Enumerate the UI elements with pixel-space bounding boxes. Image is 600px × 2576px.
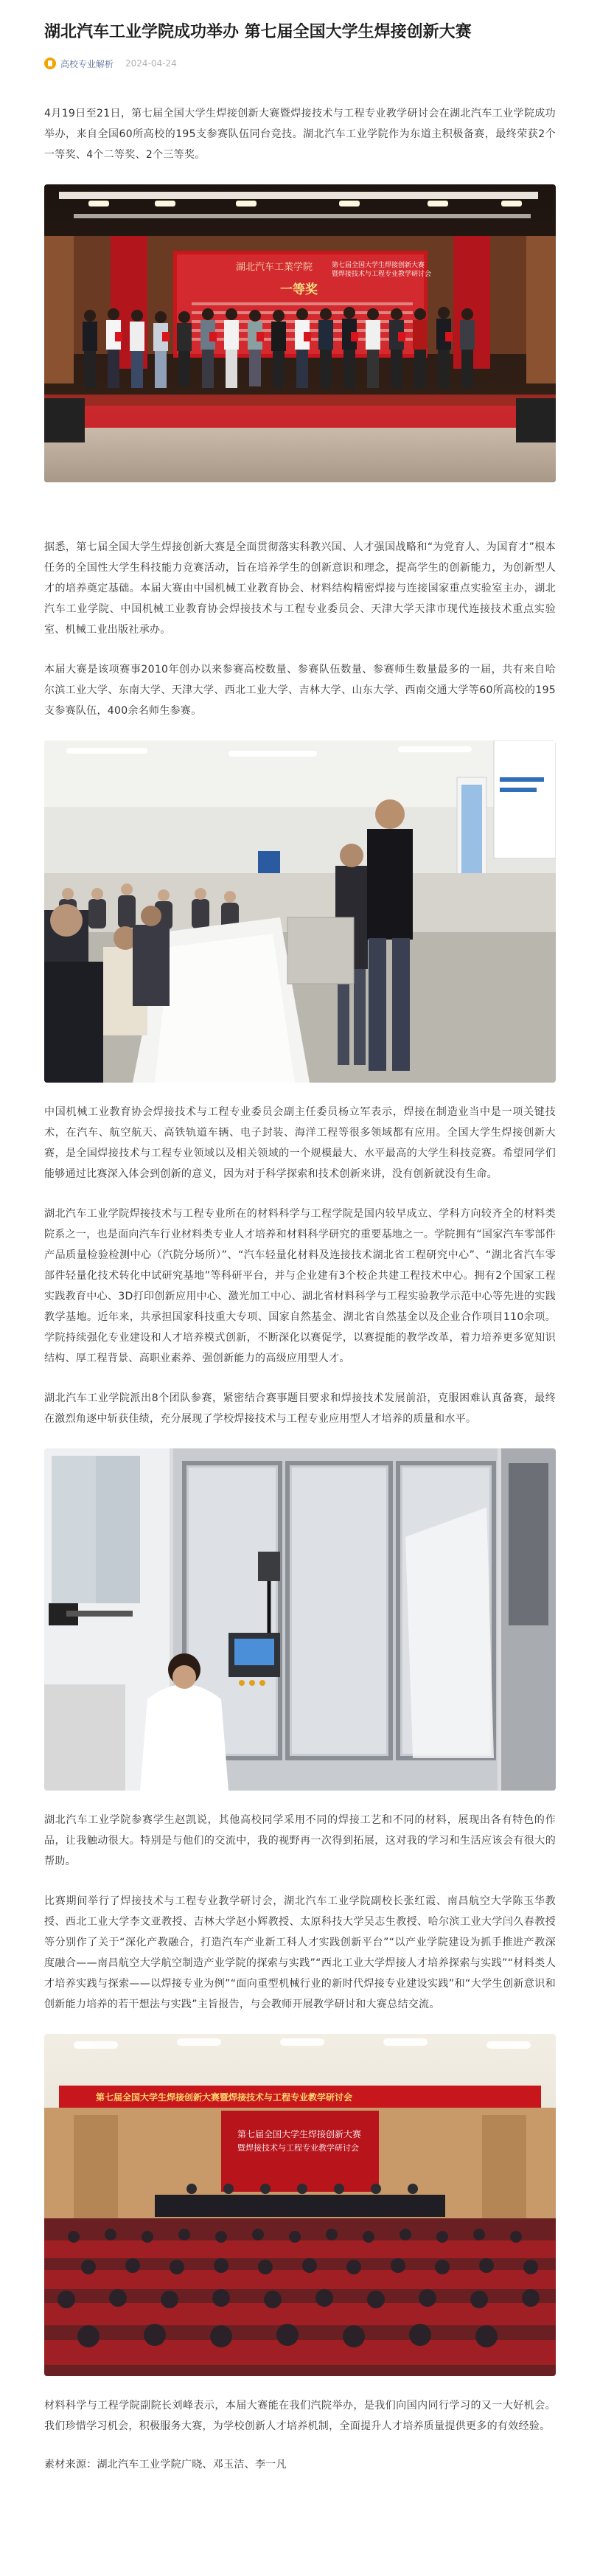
hall-screen-line1: 第七届全国大学生焊接创新大赛 <box>237 2129 362 2139</box>
paragraph-9: 材料科学与工程学院副院长刘峰表示，本届大赛能在我们汽院举办，是我们向国内同行学习的又一大好机会。我们珍惜学习机会，积极服务大赛，为学校创新人才培养机制，全面提升人才培养质量提供更多的有效经验。 <box>44 2400 556 2432</box>
paragraph-8: 比赛期间举行了焊接技术与工程专业教学研讨会，湖北汽车工业学院副校长张红霞、南昌航空大学陈玉华教授、西北工业大学李文亚教授、吉林大学赵小辉教授、太原科技大学吴志生教授、哈尔滨工业大学闫久春教授等分别作了关于“深化产教融合，打造汽车产业新工科人才实践创新平台”“以产业学院建设为抓手推进产教深度融合——南昌航空大学航空制造产业学院的探索与实践”“西北工业大学焊接人才培养探索与实践”“材料类人才培养实践与探索——以焊接专业为例”“面向重型机械行业的新时代焊接专业建设实践”和“大学生创新意识和创新能力培养的若干想法与实践”主旨报告，与会教师开展教学研讨和大赛总结交流。 <box>44 1895 556 2010</box>
article-meta <box>44 56 556 71</box>
award-banner-title: 一等奖 <box>280 282 318 297</box>
account-name-link[interactable]: 高校专业解析 <box>60 58 114 69</box>
award-banner-school: 湖北汽车工業学院 <box>236 262 313 273</box>
paragraph-4: 中国机械工业教育协会焊接技术与工程专业委员会副主任委员杨立军表示，焊接在制造业当中是一项关键技术，在汽车、航空航天、高铁轨道车辆、电子封装、海洋工程等很多领域都有应用。全国大学生焊接创新大赛，是全国焊接技术与工程专业领域以及相关领域的一个规模最大、水平最高的大学生科技竞赛。希望同学们能够通过比赛深入体会到创新的意义，因为对于科学探索和技术创新来讲，没有创新就没有生命。 <box>44 1106 556 1180</box>
award-ceremony-photo <box>44 184 556 482</box>
paragraph-6: 湖北汽车工业学院派出8个团队参赛，紧密结合赛事题目要求和焊接技术发展前沿，克服困难认真备赛，最终在激烈角逐中斩获佳绩，充分展现了学校焊接技术与工程专业应用型人才培养的质量和水平。 <box>44 1392 556 1425</box>
exhibition-judging-photo <box>44 740 556 1083</box>
paragraph-2: 据悉，第七届全国大学生焊接创新大赛是全面贯彻落实科教兴国、人才强国战略和“为党育人、为国育才”根本任务的全国性大学生科技能力竞赛活动，旨在培养学生的创新意识和理念，提高学生的创新能力，为创新型人才的培养奠定基础。本届大赛由中国机械工业教育协会、材料结构精密焊接与连接国家重点实验室主办，湖北汽车工业学院、中国机械工业教育协会焊接技术与工程专业委员会、天津大学天津市现代连接技术重点实验室、机械工业出版社承办。 <box>44 541 556 636</box>
paragraph-1: 4月19日至21日，第七届全国大学生焊接创新大赛暨焊接技术与工程专业教学研讨会在湖北汽车工业学院成功举办，来自全国60所高校的195支参赛队伍同台竞技。湖北汽车工业学院作为东道主积极备赛，最终荣获2个一等奖、4个二等奖、2个三等奖。 <box>44 108 556 161</box>
paragraph-3: 本届大赛是该项赛事2010年创办以来参赛高校数量、参赛队伍数量、参赛师生数量最多的一届，共有来自哈尔滨工业大学、东南大学、天津大学、西北工业大学、吉林大学、山东大学、西南交通大学等60所高校的195支参赛队伍，400余名师生参赛。 <box>44 664 556 717</box>
paragraph-5: 湖北汽车工业学院焊接技术与工程专业所在的材料科学与工程学院是国内较早成立、学科方向较齐全的材料类院系之一，也是面向汽车行业材料类专业人才培养和材料科学研究的重要基地之一。学院拥有“国家汽车零部件产品质量检验检测中心（汽院分场所）”、“汽车轻量化材料及连接技术湖北省工程研究中心”、“湖北省汽车零部件轻量化技术转化中试研究基地”等科研平台，并与企业建有3个校企共建工程技术中心。拥有2个国家工程实践教育中心、3D打印创新应用中心、激光加工中心、湖北省材料科学与工程实验教学示范中心等先进的实践教学基地。近年来，共承担国家科技重大专项、国家自然基金、湖北省自然基金以及企业合作项目110余项。学院持续强化专业建设和人才培养模式创新，不断深化以赛促学，以赛提能的教学改革，着力培养更多宽知识结构、厚工程背景、高职业素养、强创新能力的高级应用型人才。 <box>44 1208 556 1364</box>
seminar-hall-photo <box>44 2034 556 2376</box>
welding-lab-photo <box>44 1448 556 1791</box>
paragraph-7: 湖北汽车工业学院参赛学生赵凯说，其他高校同学采用不同的焊接工艺和不同的材料，展现出各有特色的作品，让我触动很大。特别是与他们的交流中，我的视野再一次得到拓展，这对我的学习和生活应该会有很大的帮助。 <box>44 1814 556 1867</box>
award-banner-line1: 第七届全国大学生焊接创新大赛 <box>332 262 425 269</box>
award-banner-line2: 暨焊接技术与工程专业教学研讨会 <box>332 271 432 278</box>
hall-banner-text: 第七届全国大学生焊接创新大赛暨焊接技术与工程专业教学研讨会 <box>96 2092 353 2103</box>
publish-date: 2024-04-24 <box>125 58 177 69</box>
source-credit: 素材来源：湖北汽车工业学院广晓、邓玉洁、李一凡 <box>44 2459 287 2471</box>
account-avatar-icon[interactable] <box>44 58 56 69</box>
article-title: 湖北汽车工业学院成功举办 第七届全国大学生焊接创新大赛 <box>44 23 472 41</box>
hall-screen-line2: 暨焊接技术与工程专业教学研讨会 <box>237 2143 359 2153</box>
